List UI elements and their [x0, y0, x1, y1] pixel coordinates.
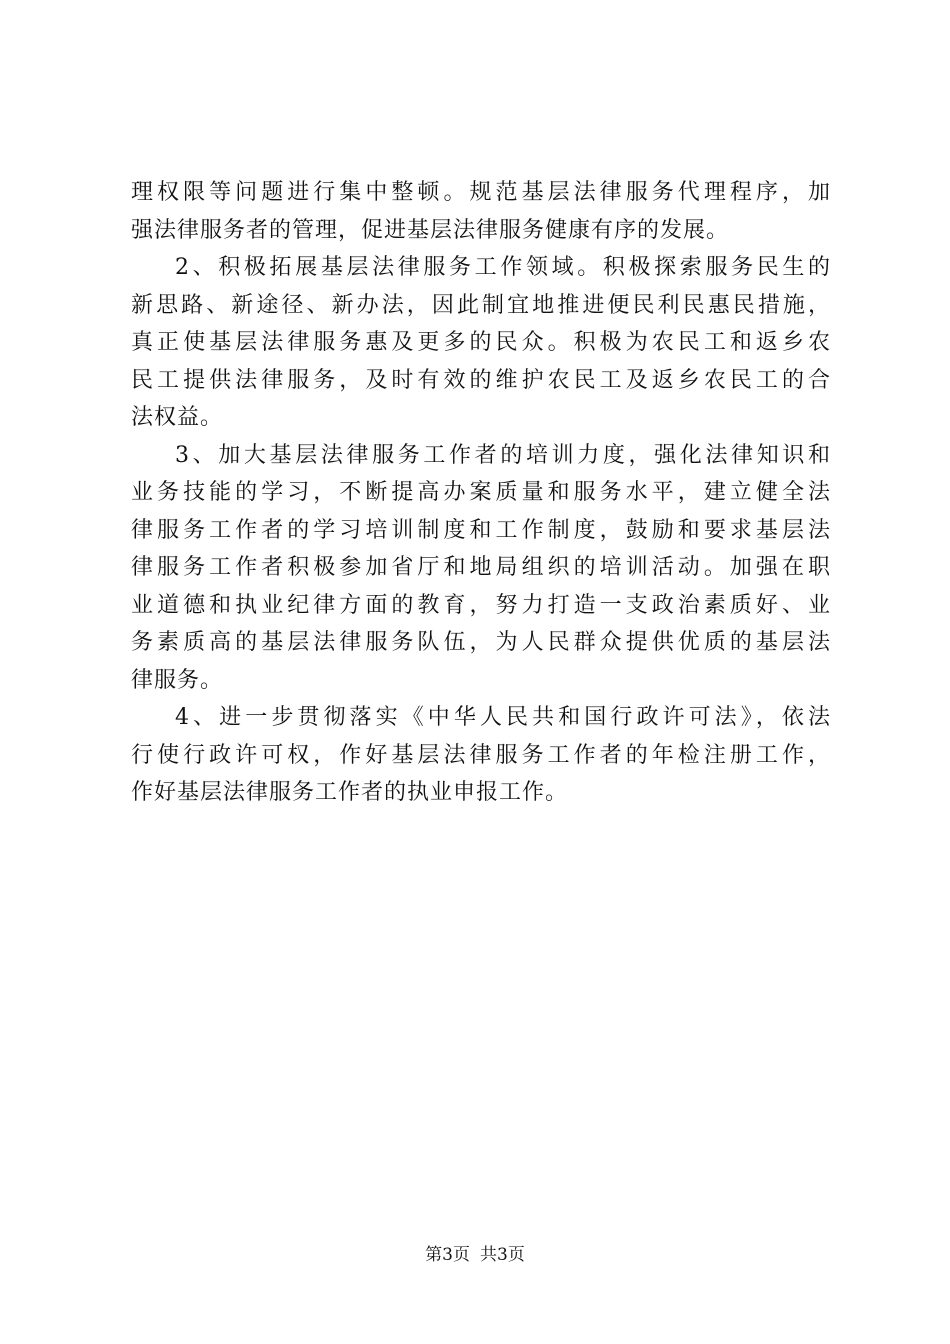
page-footer — [0, 1243, 950, 1267]
text-line: 法权益。 — [131, 405, 224, 430]
text-line: 业务技能的学习，不断提高办案质量和服务水平，建立健全法 — [131, 480, 831, 505]
text-line: 真正使基层法律服务惠及更多的民众。积极为农民工和返乡农 — [131, 330, 831, 355]
text-line: 律服务。 — [131, 667, 224, 693]
text-line: 作好基层法律服务工作者的执业申报工作。 — [131, 780, 569, 805]
text-line: 强法律服务者的管理，促进基层法律服务健康有序的发展。 — [131, 217, 730, 243]
page-number: 第3页 — [425, 1245, 470, 1265]
paragraph-2-start: 2、积极拓展基层法律服务工作领域。积极探索服务民生的 — [175, 255, 831, 280]
page-total: 共3页 — [480, 1245, 525, 1265]
text-line: 务素质高的基层法律服务队伍，为人民群众提供优质的基层法 — [131, 630, 831, 655]
text-line: 律服务工作者积极参加省厅和地局组织的培训活动。加强在职 — [131, 555, 831, 580]
text-line: 业道德和执业纪律方面的教育，努力打造一支政治素质好、业 — [131, 592, 831, 618]
text-line: 律服务工作者的学习培训制度和工作制度，鼓励和要求基层法 — [131, 517, 831, 543]
text-line: 民工提供法律服务，及时有效的维护农民工及返乡农民工的合 — [131, 367, 831, 393]
text-line: 理权限等问题进行集中整顿。规范基层法律服务代理程序，加 — [131, 180, 831, 205]
paragraph-3-start: 3、加大基层法律服务工作者的培训力度，强化法律知识和 — [175, 442, 831, 468]
paragraph-4-start: 4、进一步贯彻落实《中华人民共和国行政许可法》，依法 — [175, 705, 831, 730]
text-line: 新思路、新途径、新办法，因此制宜地推进便民利民惠民措施， — [131, 292, 831, 318]
text-line: 行使行政许可权，作好基层法律服务工作者的年检注册工作， — [131, 742, 831, 768]
document-body — [131, 174, 831, 812]
